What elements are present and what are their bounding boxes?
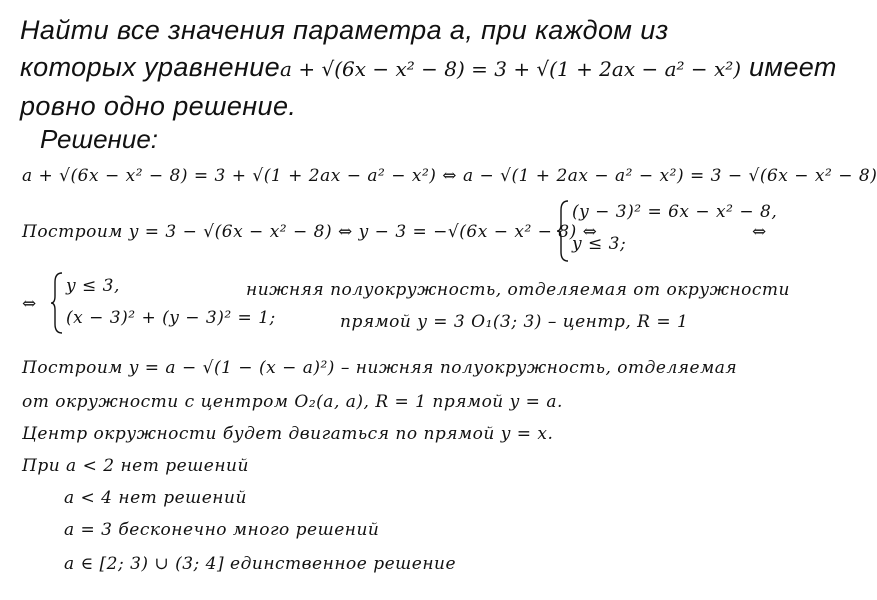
problem-line-3: ровно одно решение.: [20, 91, 297, 121]
semicircle-description-1: нижняя полуокружность, отделяемая от окружности: [246, 280, 791, 300]
solution-line-9: a = 3 бесконечно много решений: [64, 520, 380, 540]
solution-line-5: от окружности с центром O₂(a, a), R = 1 прямой y = a.: [22, 392, 563, 412]
problem-line-2-end: имеет: [749, 52, 837, 82]
semicircle-description-2: прямой y = 3 O₁(3; 3) – центр, R = 1: [340, 312, 689, 332]
system-1-eq-1: (y − 3)² = 6x − x² − 8,: [572, 202, 778, 222]
problem-equation: a + √(6x − x² − 8) = 3 + √(1 + 2ax − a² − x²): [280, 57, 742, 81]
system-1-eq-2: y ≤ 3;: [572, 234, 627, 254]
equivalence-arrow: ⇔: [752, 222, 767, 242]
solution-line-10: a ∈ [2; 3) ∪ (3; 4] единственное решение: [64, 554, 457, 574]
problem-statement: [20, 12, 837, 125]
solution-heading: Решение:: [40, 124, 159, 154]
solution-line-4: Построим y = a − √(1 − (x − a)²) – нижняя полуокружность, отделяемая: [22, 358, 738, 378]
solution-line-6: Центр окружности будет двигаться по прямой y = x.: [22, 424, 554, 444]
equivalence-arrow-2: ⇔: [22, 294, 37, 314]
brace-icon: [50, 272, 64, 334]
problem-line-2-start: которых уравнение: [20, 52, 281, 82]
solution-line-7: При a < 2 нет решений: [22, 456, 249, 476]
system-2-eq-2: (x − 3)² + (y − 3)² = 1;: [66, 308, 276, 328]
solution-line-1: a + √(6x − x² − 8) = 3 + √(1 + 2ax − a² − x²) ⇔ a − √(1 + 2ax − a² − x²) = 3 − √(6x − x² − 8): [22, 166, 877, 186]
problem-line-1: Найти все значения параметра a, при каждом из: [20, 15, 669, 45]
brace-icon: [556, 200, 570, 262]
solution-line-8: a < 4 нет решений: [64, 488, 247, 508]
system-2-eq-1: y ≤ 3,: [66, 276, 120, 296]
solution-line-2: Построим y = 3 − √(6x − x² − 8) ⇔ y − 3 = −√(6x − x² − 8) ⇔: [22, 222, 598, 242]
problem-line-2: [20, 49, 837, 88]
